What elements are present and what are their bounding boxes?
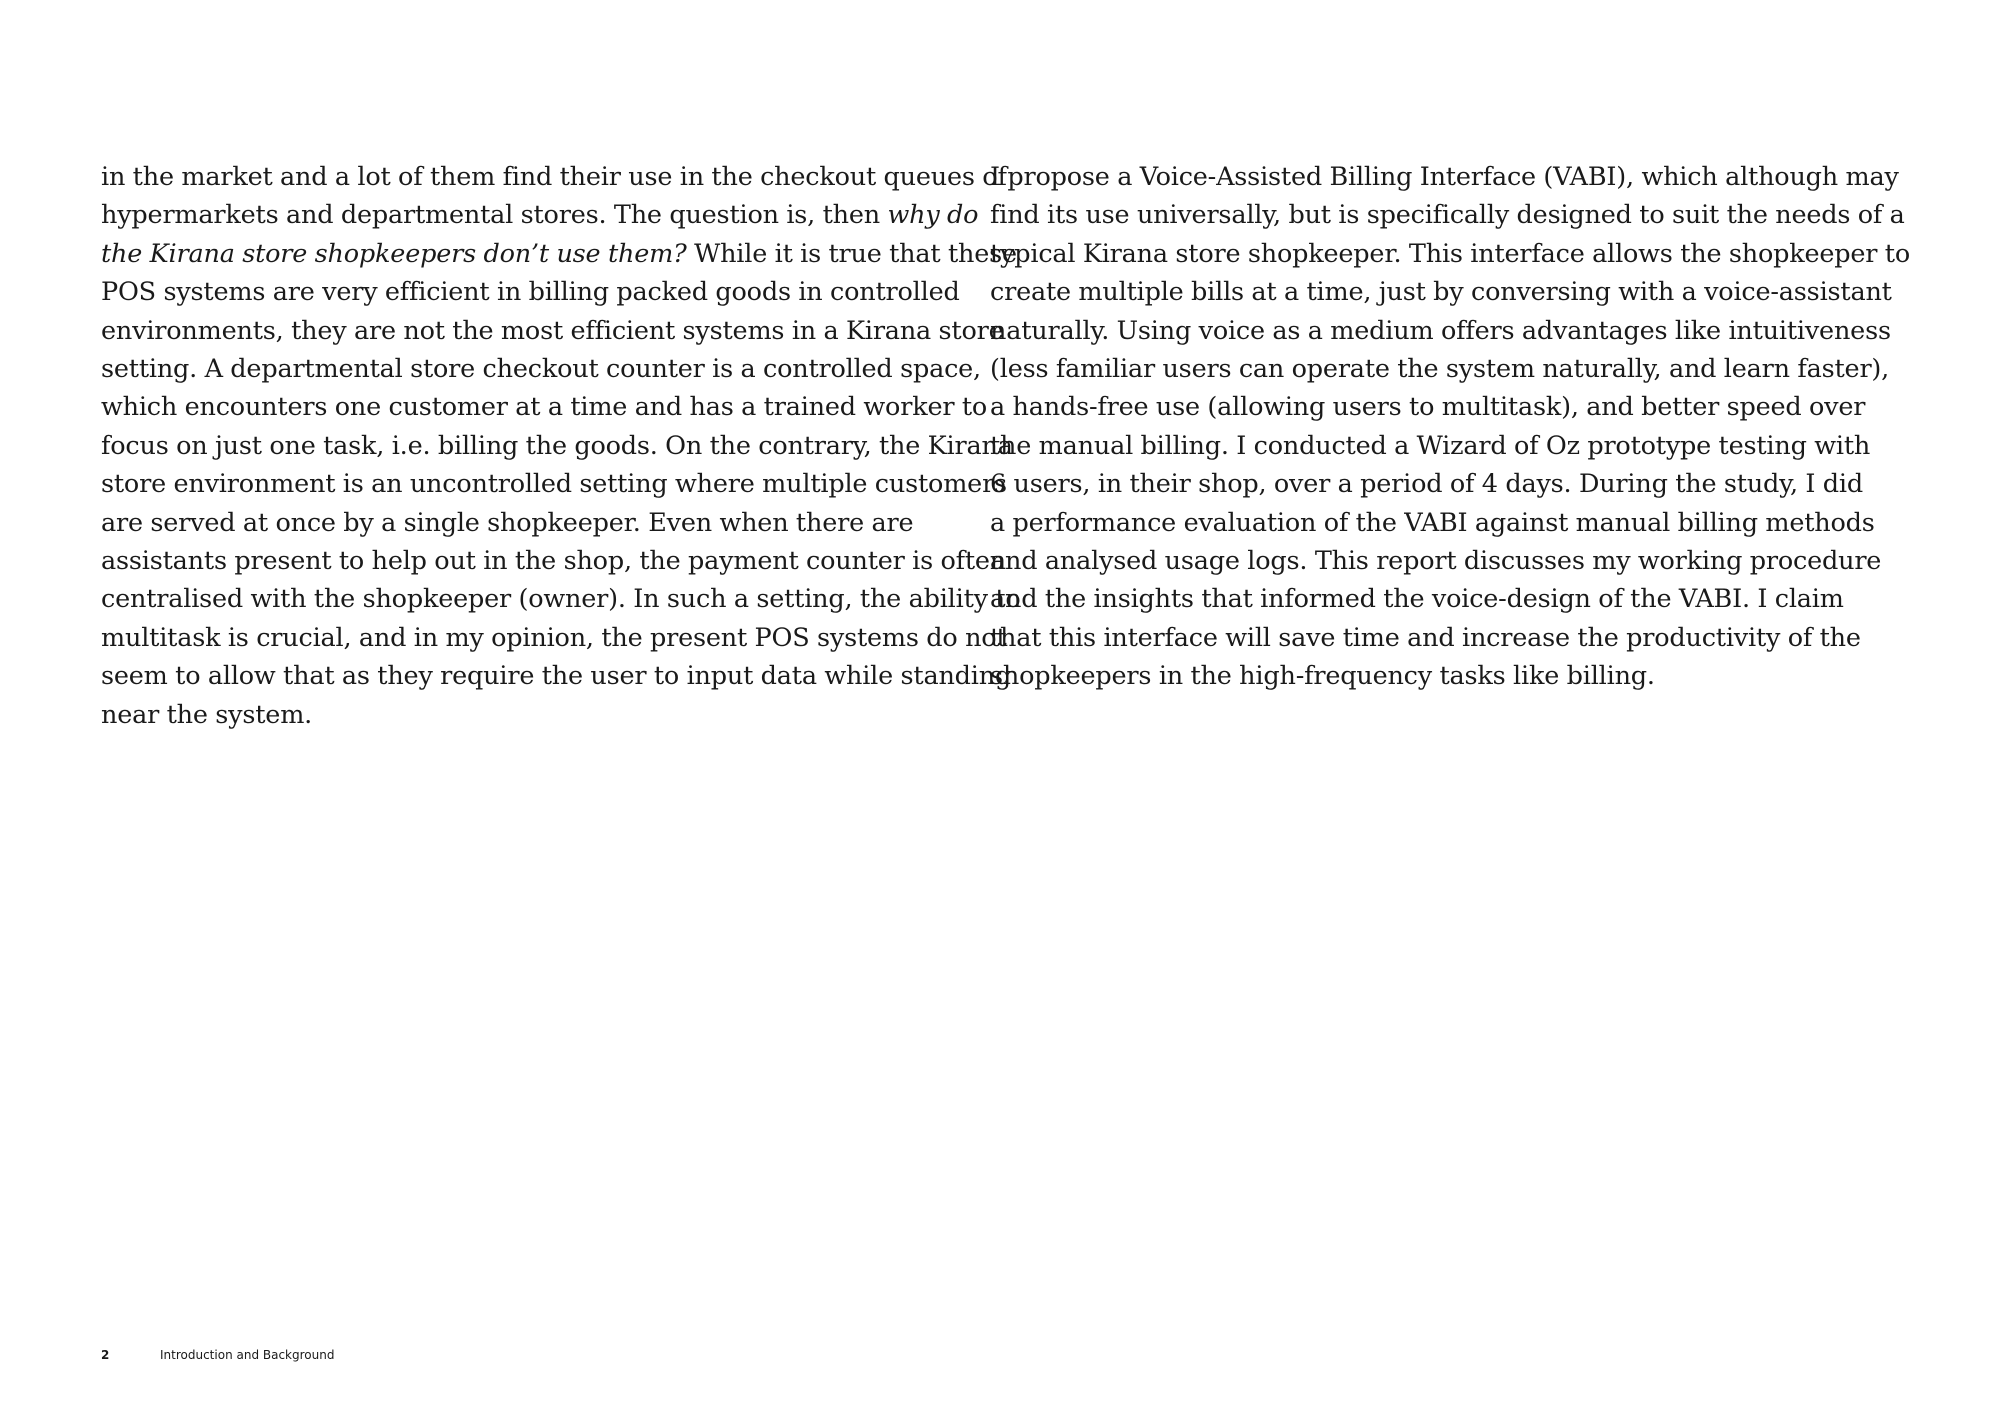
text-line: I propose a Voice-Assisted Billing Interface (VABI), which although may bbox=[990, 162, 1899, 192]
text-line: seem to allow that as they require the user to input data while standing bbox=[101, 661, 1012, 692]
text-line: near the system. bbox=[101, 699, 313, 730]
text-line: assistants present to help out in the shop, the payment counter is often bbox=[101, 546, 1007, 577]
text-line: 6 users, in their shop, over a period of 4 days. During the study, I did bbox=[990, 469, 1863, 500]
text-line: in the market and a lot of them find their use in the checkout queues of bbox=[101, 162, 1007, 192]
text-line: focus on just one task, i.e. billing the goods. On the contrary, the Kirana bbox=[101, 430, 1013, 461]
text-line: naturally. Using voice as a medium offers advantages like intuitiveness bbox=[990, 315, 1891, 346]
page-number: 2 bbox=[101, 1348, 110, 1362]
text-line: a performance evaluation of the VABI against manual billing methods bbox=[990, 507, 1875, 538]
italic-phrase: the Kirana store shopkeepers don’t use them? bbox=[101, 238, 687, 269]
text-line: a hands-free use (allowing users to multitask), and better speed over bbox=[990, 392, 1866, 423]
left-text-column bbox=[101, 158, 1021, 734]
text-line: find its use universally, but is specifically designed to suit the needs of a bbox=[990, 200, 1905, 231]
text-line: centralised with the shopkeeper (owner). In such a setting, the ability to bbox=[101, 584, 1021, 615]
italic-phrase: why do bbox=[887, 200, 979, 231]
text-span: While it is true that these bbox=[694, 238, 1017, 269]
text-line: are served at once by a single shopkeeper. Even when there are bbox=[101, 507, 914, 538]
text-line: typical Kirana store shopkeeper. This interface allows the shopkeeper to bbox=[990, 238, 1910, 269]
text-line: store environment is an uncontrolled setting where multiple customers bbox=[101, 469, 1007, 500]
text-line: (less familiar users can operate the system naturally, and learn faster), bbox=[990, 354, 1890, 385]
text-line: which encounters one customer at a time and has a trained worker to bbox=[101, 392, 988, 423]
right-text-column bbox=[990, 158, 1910, 696]
text-line bbox=[101, 235, 1017, 273]
text-line: POS systems are very efficient in billing packed goods in controlled bbox=[101, 277, 960, 308]
text-line: the manual billing. I conducted a Wizard of Oz prototype testing with bbox=[990, 430, 1871, 461]
text-line: environments, they are not the most efficient systems in a Kirana store bbox=[101, 315, 1004, 346]
text-line: and the insights that informed the voice-design of the VABI. I claim bbox=[990, 584, 1844, 615]
text-span: hypermarkets and departmental stores. The question is, then bbox=[101, 200, 880, 231]
text-line: multitask is crucial, and in my opinion, the present POS systems do not bbox=[101, 622, 1007, 653]
text-line: that this interface will save time and increase the productivity of the bbox=[990, 622, 1861, 653]
text-line: create multiple bills at a time, just by conversing with a voice-assistant bbox=[990, 277, 1892, 308]
running-footer-section-title: Introduction and Background bbox=[160, 1348, 335, 1362]
text-line: and analysed usage logs. This report discusses my working procedure bbox=[990, 546, 1882, 577]
text-line bbox=[101, 196, 979, 234]
text-line: shopkeepers in the high-frequency tasks like billing. bbox=[990, 661, 1655, 692]
text-line: setting. A departmental store checkout counter is a controlled space, bbox=[101, 354, 981, 385]
